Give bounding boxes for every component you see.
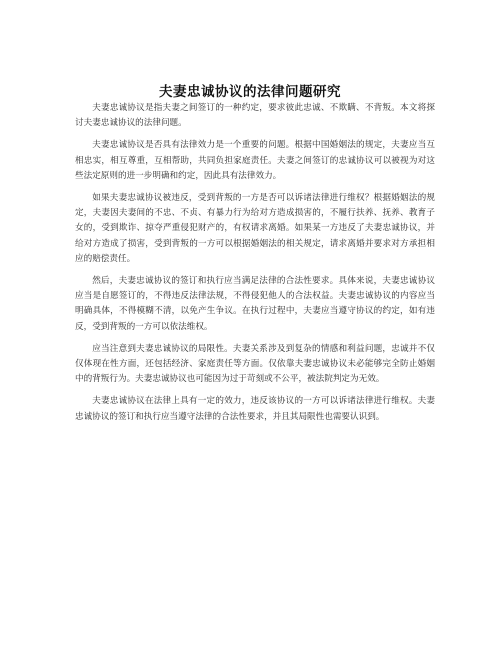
paragraph-breach: 如果夫妻忠诚协议被违反，受到背叛的一方是否可以诉诸法律进行维权？根据婚姻法的规定，夫妻因夫妻间的不忠、不贞、有暴力行为给对方造成损害的，不履行扶养、抚养、教育子女的，受到欺诈、掠夺严重侵犯财产的，有权请求离婚。如果某一方违反了夫妻忠诚协议，并给对方造成了损害，受到背叛的一方可以根据婚姻法的相关规定，请求离婚并要求对方承担相应的赔偿责任。 [75, 193, 435, 264]
document-title: 夫妻忠诚协议的法律问题研究 [159, 84, 341, 100]
paragraph-legal-effect: 夫妻忠诚协议是否具有法律效力是一个重要的问题。根据中国婚姻法的规定，夫妻应当互相忠实，相互尊重，互相帮助，共同负担家庭责任。夫妻之间签订的忠诚协议可以被视为对这些法定原则的进一步明确和约定，因此具有法律效力。 [75, 140, 435, 181]
paragraph-legality: 然后，夫妻忠诚协议的签订和执行应当满足法律的合法性要求。具体来说，夫妻忠诚协议应当是自愿签订的，不得违反法律法规，不得侵犯他人的合法权益。夫妻忠诚协议的内容应当明确具体，不得模糊不清，以免产生争议。在执行过程中，夫妻应当遵守协议的约定，如有违反，受到背叛的一方可以依法维权。 [75, 276, 435, 332]
paragraph-conclusion: 夫妻忠诚协议在法律上具有一定的效力，违反该协议的一方可以诉诸法律进行维权。夫妻忠诚协议的签订和执行应当遵守法律的合法性要求，并且其局限性也需要认识到。 [75, 396, 435, 422]
paragraph-intro: 夫妻忠诚协议是指夫妻之间签订的一种约定，要求彼此忠诚、不欺瞒、不背叛。本文将探讨夫妻忠诚协议的法律问题。 [75, 103, 435, 129]
paragraph-limitations: 应当注意到夫妻忠诚协议的局限性。夫妻关系涉及到复杂的情感和利益问题，忠诚并不仅仅体现在性方面，还包括经济、家庭责任等方面。仅依靠夫妻忠诚协议未必能够完全防止婚姻中的背叛行为。夫妻忠诚协议也可能因为过于苛刻或不公平，被法院判定为无效。 [75, 343, 435, 385]
document-body [75, 101, 435, 432]
